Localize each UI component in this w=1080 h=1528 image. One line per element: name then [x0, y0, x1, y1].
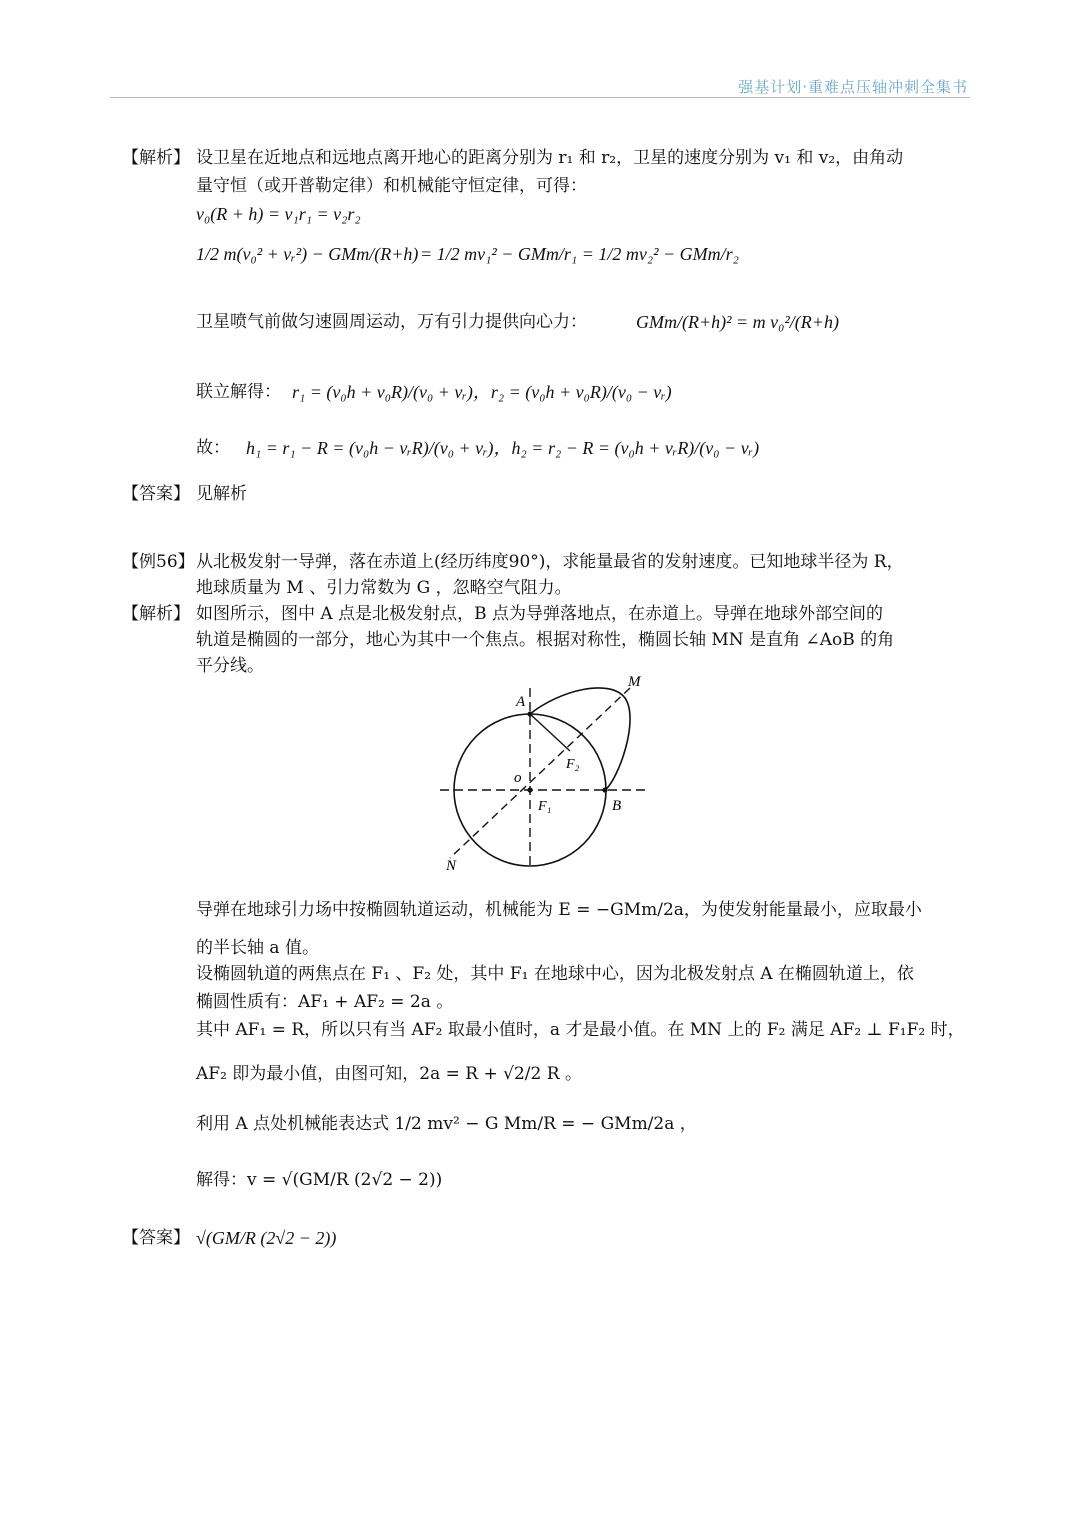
paragraph-foci-2: 椭圆性质有：AF₁ + AF₂ = 2a 。 — [196, 992, 454, 1012]
point-f1 — [527, 787, 532, 792]
analysis-tag-1: 【解析】 — [122, 148, 190, 168]
paragraph-min-2: AF₂ 即为最小值，由图可知，2a = R + √2/2 R 。 — [196, 1064, 582, 1084]
analysis-line-3: 卫星喷气前做匀速圆周运动，万有引力提供向心力： — [196, 312, 587, 332]
paragraph-solution: 解得：v = √(GM/R (2√2 − 2)) — [196, 1170, 443, 1190]
label-m: M — [628, 674, 641, 690]
paragraph-foci-1: 设椭圆轨道的两焦点在 F₁ 、F₂ 处，其中 F₁ 在地球中心，因为北极发射点 A 在椭圆轨道上，依 — [196, 964, 914, 984]
analysis-tag-2: 【解析】 — [122, 604, 190, 624]
equation-r1-r2: r₁ = (v₀h + v₀R)/(v₀ + vᵣ)，r₂ = (v₀h + v₀R)/(v₀ − vᵣ) — [292, 382, 672, 402]
analysis-line-1: 设卫星在近地点和远地点离开地心的距离分别为 r₁ 和 r₂，卫星的速度分别为 v₁ 和 v₂，由角动 — [196, 148, 904, 168]
point-b — [602, 787, 607, 792]
equation-energy-right: = 1/2 mv₁² − GMm/r₁ = 1/2 mv₂² − GMm/r₂ — [420, 244, 739, 264]
equation-angular-momentum: v₀(R + h) = v₁r₁ = v₂r₂ — [196, 204, 361, 224]
paragraph-min-1: 其中 AF₁ = R，所以只有当 AF₂ 取最小值时，a 才是最小值。在 MN 上的 F₂ 满足 AF₂ ⊥ F₁F₂ 时， — [196, 1020, 965, 1040]
equation-centripetal: GMm/(R+h)² = m v₀²/(R+h) — [636, 312, 839, 332]
label-o: o — [514, 770, 522, 786]
example-line-1: 从北极发射一导弹，落在赤道上(经历纬度90°)，求能量最省的发射速度。已知地球半径为 R， — [196, 552, 904, 572]
label-f2: F₂ — [566, 757, 580, 772]
label-n: N — [446, 858, 457, 874]
header-divider — [110, 97, 970, 98]
paragraph-energy-at-a: 利用 A 点处机械能表达式 1/2 mv² − G Mm/R = − GMm/2a ， — [196, 1114, 697, 1134]
orbit-arc — [530, 688, 630, 790]
point-a — [527, 711, 532, 716]
label-f1: F₁ — [538, 799, 552, 814]
analysis2-line-2: 轨道是椭圆的一部分，地心为其中一个焦点。根据对称性，椭圆长轴 MN 是直角 ∠AoB 的角 — [196, 630, 895, 650]
analysis2-line-1: 如图所示，图中 A 点是北极发射点，B 点为导弹落地点，在赤道上。导弹在地球外部空间的 — [196, 604, 883, 624]
answer-text-2: √(GM/R (2√2 − 2)) — [196, 1228, 337, 1248]
analysis-line-4: 联立解得： — [196, 382, 281, 402]
answer-tag-2: 【答案】 — [122, 1228, 190, 1248]
equation-h1-h2: h₁ = r₁ − R = (v₀h − vᵣR)/(v₀ + vᵣ)，h₂ = r₂ − R = (v₀h + vᵣR)/(v₀ − vᵣ) — [246, 438, 760, 458]
analysis-line-5: 故： — [196, 438, 230, 458]
segment-af2 — [530, 714, 570, 751]
equation-energy-left: 1/2 m(v₀² + vᵣ²) − GMm/(R+h) — [196, 244, 419, 264]
analysis2-line-3: 平分线。 — [196, 656, 264, 676]
analysis-line-2: 量守恒（或开普勒定律）和机械能守恒定律，可得： — [196, 176, 587, 196]
answer-text-1: 见解析 — [196, 484, 247, 504]
answer-tag-1: 【答案】 — [122, 484, 190, 504]
running-header: 强基计划·重难点压轴冲刺全集书 — [738, 78, 968, 96]
paragraph-energy-1: 导弹在地球引力场中按椭圆轨道运动，机械能为 E = −GMm/2a，为使发射能量最小，应取最小 — [196, 900, 922, 920]
example-tag: 【例56】 — [122, 552, 195, 572]
example-line-2: 地球质量为 M 、引力常数为 G ，忽略空气阻力。 — [196, 578, 572, 598]
orbit-figure — [430, 670, 660, 880]
label-a: A — [516, 694, 526, 710]
major-axis-mn — [450, 688, 630, 858]
label-b: B — [612, 798, 622, 814]
paragraph-energy-2: 的半长轴 a 值。 — [196, 938, 319, 958]
